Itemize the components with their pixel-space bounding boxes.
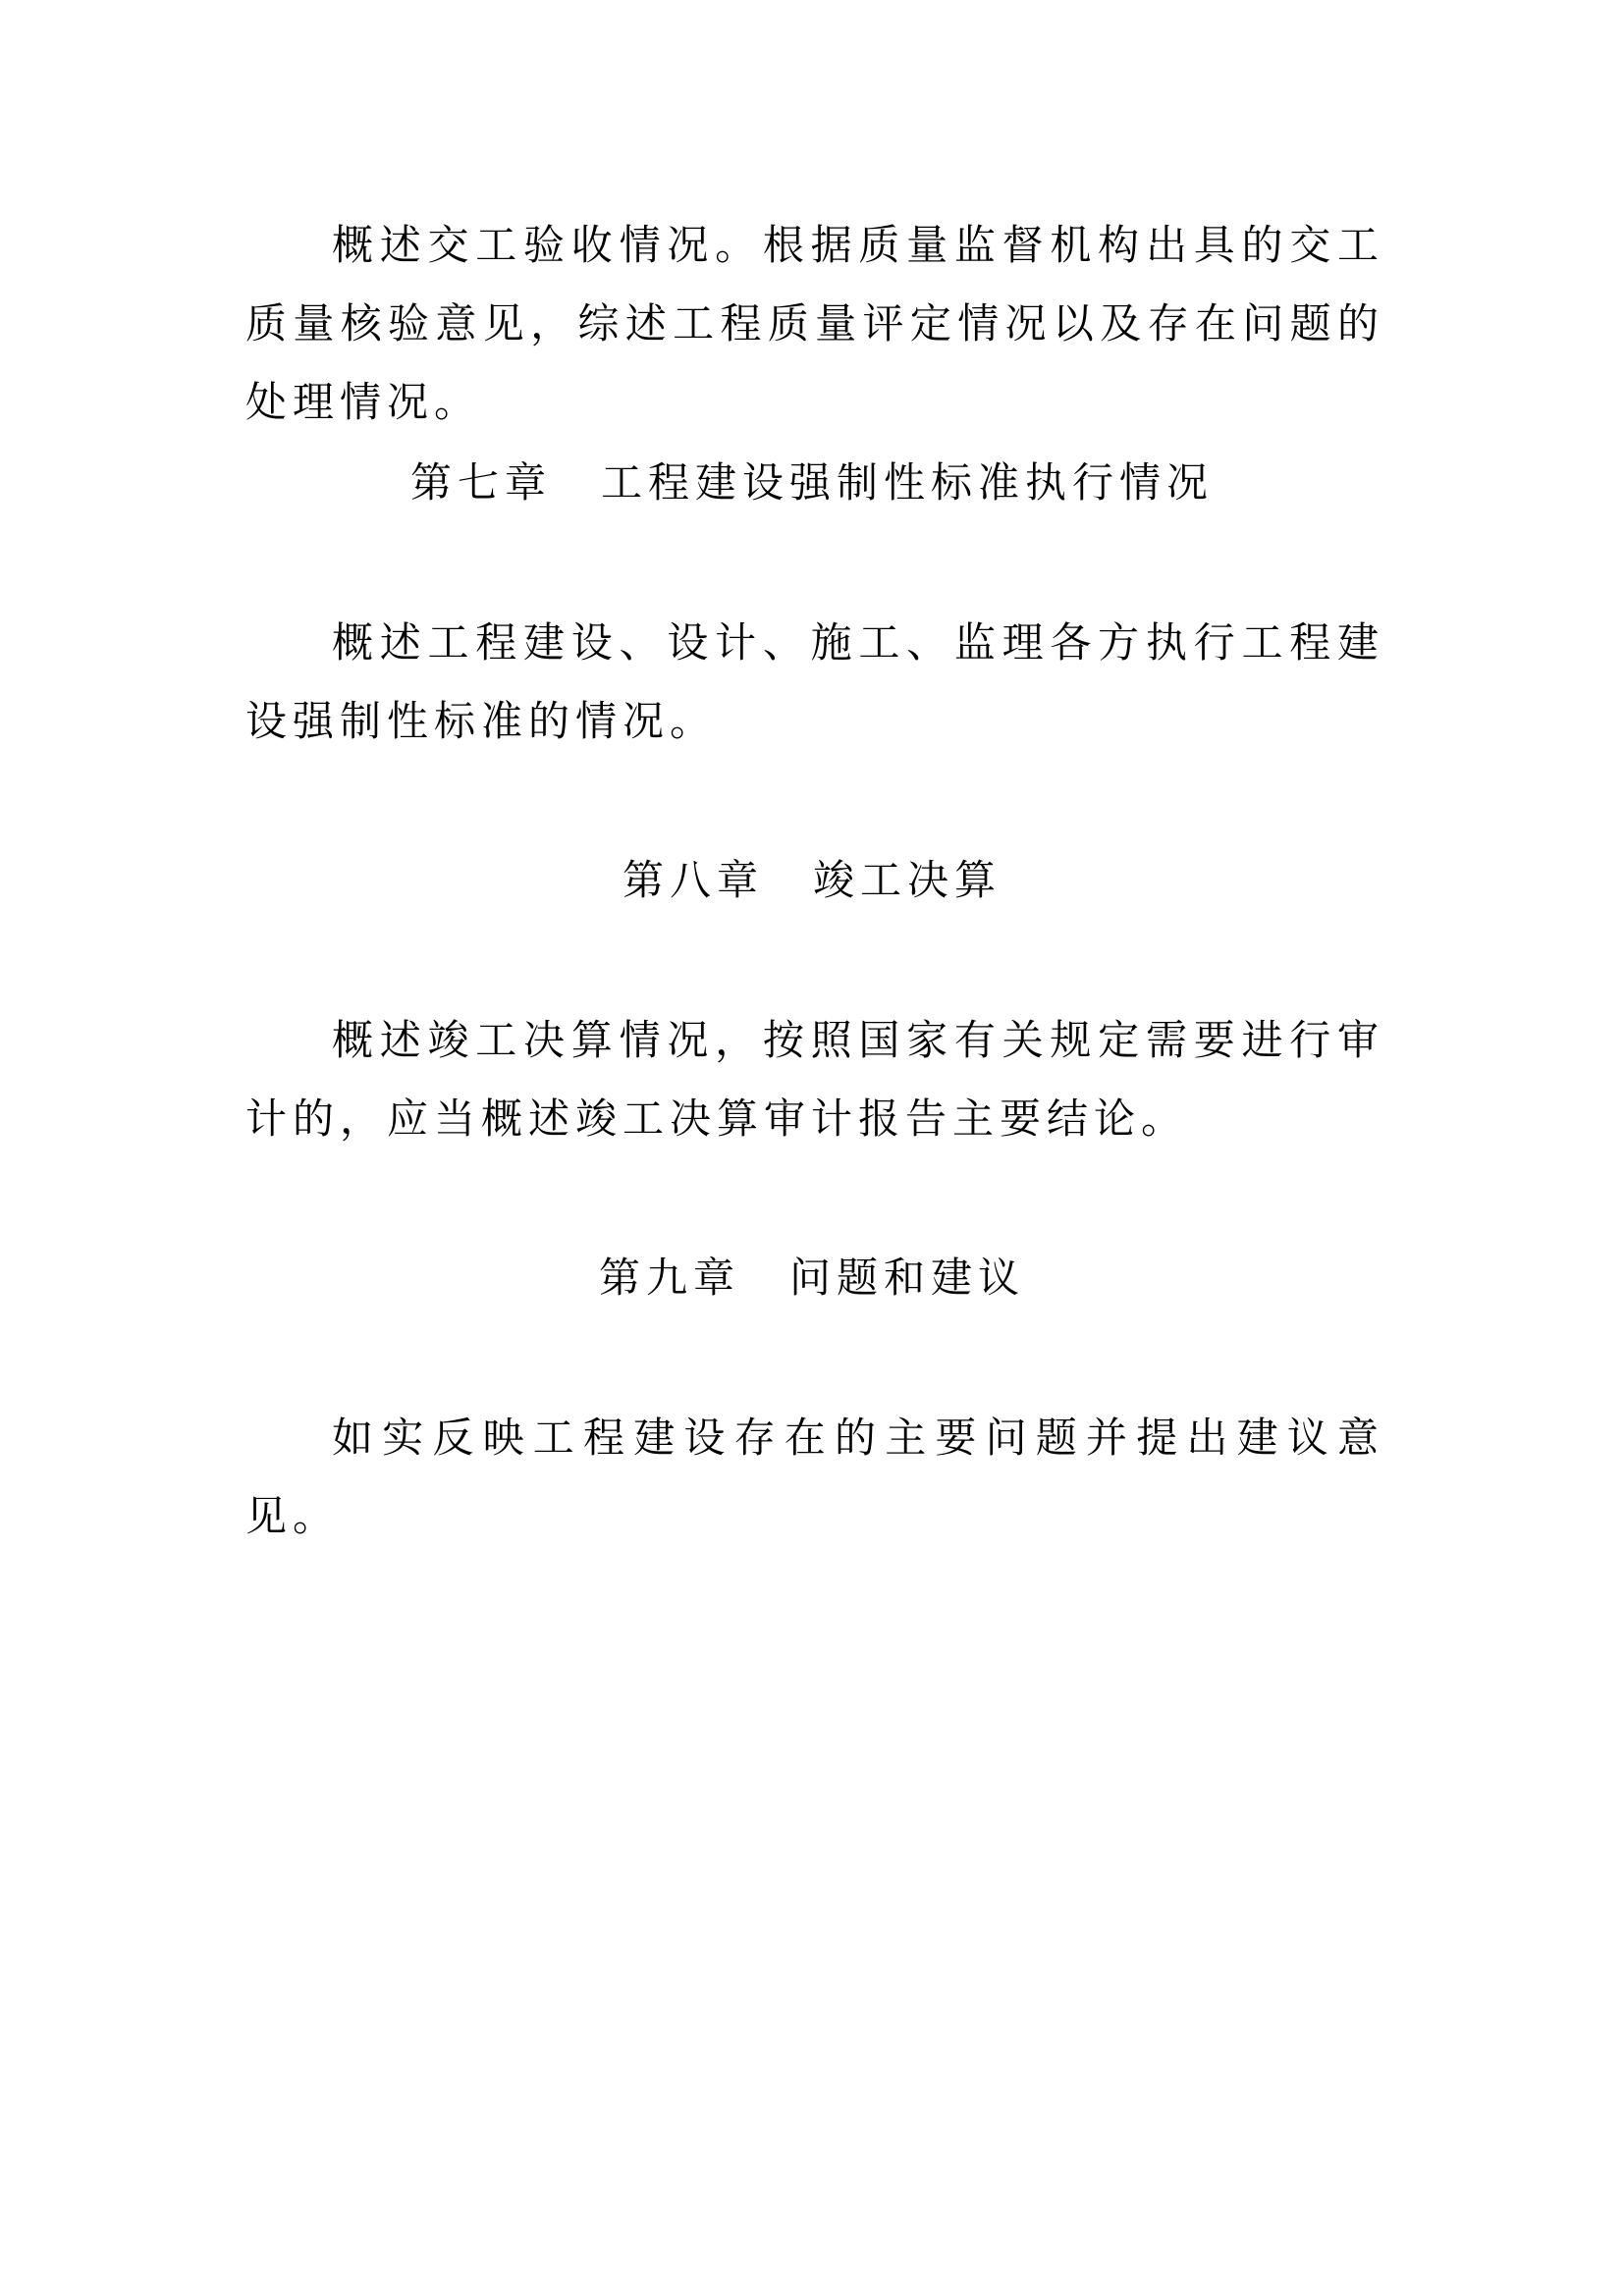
paragraph-final-accounts: 概述竣工决算情况，按照国家有关规定需要进行审计的，应当概述竣工决算审计报告主要结论。: [245, 1016, 1384, 1143]
chapter-title: 工程建设强制性标准执行情况: [601, 458, 1215, 507]
chapter-number: 第九章: [598, 1254, 740, 1302]
paragraph-acceptance-summary: 概述交工验收情况。根据质量监督机构出具的交工质量核验意见，综述工程质量评定情况以及存在问题的处理情况。: [245, 221, 1384, 426]
paragraph-standards-execution: 概述工程建设、设计、施工、监理各方执行工程建设强制性标准的情况。: [245, 618, 1384, 745]
chapter-title: 竣工决算: [813, 856, 1002, 904]
chapter-number: 第八章: [622, 856, 764, 904]
chapter-heading-8: [0, 851, 1624, 910]
chapter-number: 第七章: [409, 458, 552, 507]
chapter-heading-9: [0, 1249, 1624, 1308]
chapter-heading-7: [0, 454, 1624, 512]
paragraph-problems-suggestions: 如实反映工程建设存在的主要问题并提出建议意见。: [245, 1414, 1384, 1540]
chapter-title: 问题和建议: [789, 1254, 1026, 1302]
